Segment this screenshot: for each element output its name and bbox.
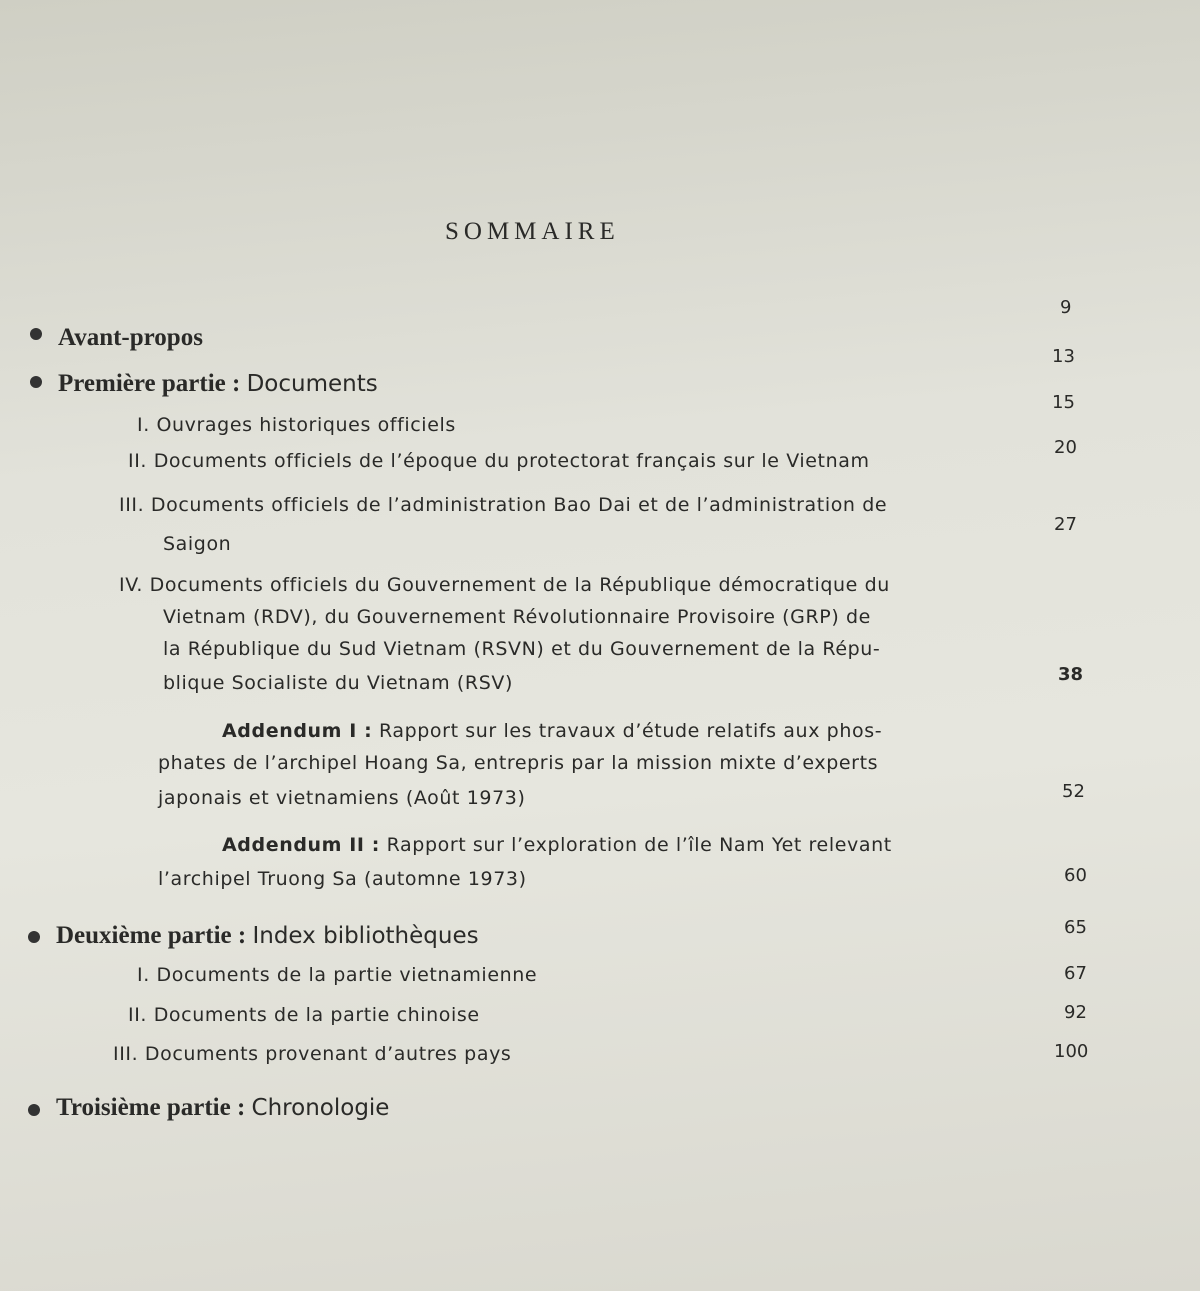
entry-text: phates de l’archipel Hoang Sa, entrepris par la mission mixte d’experts [158,752,879,774]
page-number: 65 [1064,917,1087,938]
entry-text: la République du Sud Vietnam (RSVN) et du Gouvernement de la Répu- [163,638,881,660]
entry-text: Documents de la partie vietnamienne [156,964,538,986]
entry-text: Rapport sur les travaux d’étude relatifs aux phos- [378,720,883,742]
section-part1-heading [58,370,378,398]
bullet-icon [28,931,40,943]
toc-entry-part1-i [137,414,456,436]
section-part2-subtitle: Index bibliothèques [252,923,479,949]
entry-text: Saigon [163,533,232,555]
entry-text: Documents provenant d’autres pays [144,1043,512,1065]
entry-number: II. [128,450,148,472]
entry-text: Documents de la partie chinoise [153,1004,480,1026]
toc-entry-part2-iii [113,1043,511,1065]
entry-text: Ouvrages historiques officiels [156,414,456,436]
toc-entry-part2-i [137,964,537,986]
addendum-label: Addendum II : [222,834,381,856]
entry-text: l’archipel Truong Sa (automne 1973) [158,868,527,890]
section-part1-subtitle: Documents [246,371,378,397]
page-number: 52 [1062,781,1085,802]
section-part3-label: Troisième partie : [56,1094,246,1121]
page-number: 20 [1054,437,1077,458]
page-number: 15 [1052,392,1075,413]
entry-number: I. [137,414,150,436]
entry-number: III. [113,1043,139,1065]
entry-text: Documents officiels du Gouvernement de la République démocratique du [149,574,890,596]
entry-number: II. [128,1004,148,1026]
toc-entry-part1-iv [119,574,890,596]
section-part1-label: Première partie : [58,370,241,397]
toc-entry-addendum-i [222,720,882,742]
page-number: 27 [1054,514,1077,535]
entry-text: Vietnam (RDV), du Gouvernement Révolutionnaire Provisoire (GRP) de [163,606,871,628]
page-number: 67 [1064,963,1087,984]
entry-number: IV. [119,574,143,596]
section-part2-heading [56,922,479,950]
toc-entry-addendum-ii [222,834,892,856]
section-avant-propos: Avant-propos [58,324,203,351]
bullet-icon [28,1104,40,1116]
page-number: 9 [1060,297,1072,318]
page-number: 60 [1064,865,1087,886]
page-title: SOMMAIRE [445,218,620,245]
toc-entry-part2-ii [128,1004,480,1026]
bullet-icon [30,376,42,388]
bullet-icon [30,328,42,340]
entry-text: Documents officiels de l’époque du protectorat français sur le Vietnam [153,450,870,472]
toc-entry-part1-ii [128,450,870,472]
page-number: 92 [1064,1002,1087,1023]
entry-number: I. [137,964,150,986]
toc-entry-part1-iii [119,494,887,516]
section-part3-heading [56,1094,389,1122]
section-part2-label: Deuxième partie : [56,922,247,949]
section-part3-subtitle: Chronologie [251,1095,390,1121]
entry-text: Documents officiels de l’administration Bao Dai et de l’administration de [150,494,888,516]
page-number: 38 [1058,664,1084,685]
entry-text: japonais et vietnamiens (Août 1973) [158,787,526,809]
addendum-label: Addendum I : [222,720,373,742]
entry-number: III. [119,494,145,516]
entry-text: blique Socialiste du Vietnam (RSV) [163,672,513,694]
page-number: 13 [1052,346,1075,367]
entry-text: Rapport sur l’exploration de l’île Nam Yet relevant [386,834,892,856]
page-number: 100 [1054,1041,1089,1062]
